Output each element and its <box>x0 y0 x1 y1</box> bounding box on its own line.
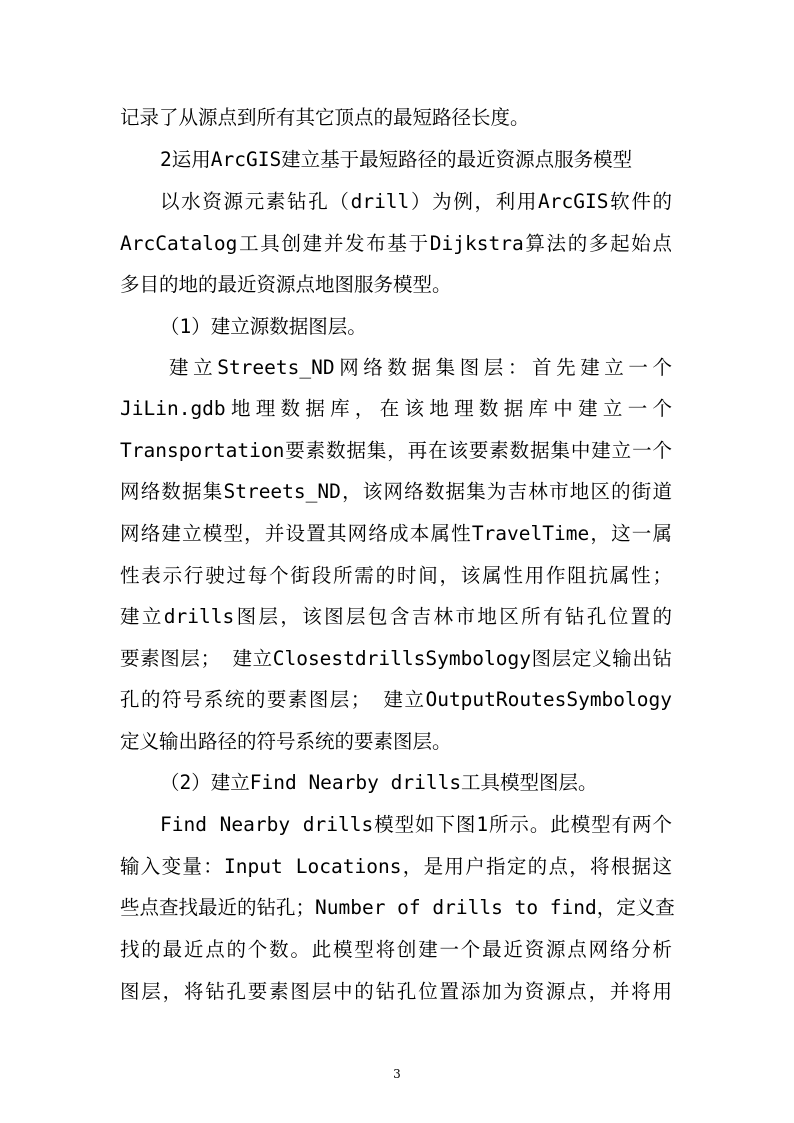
section-heading-2: 2运用ArcGIS建立基于最短路径的最近资源点服务模型 <box>160 148 633 171</box>
body-line-13: 建立drills图层，该图层包含吉林市地区所有钻孔位置的 <box>120 605 672 628</box>
body-line-21: 找的最近点的个数。此模型将创建一个最近资源点网络分析 <box>120 938 672 961</box>
body-line-18: Find Nearby drills模型如下图1所示。此模型有两个 <box>160 813 672 836</box>
body-line-5: 多目的地的最近资源点地图服务模型。 <box>120 273 452 296</box>
body-line-20: 些点查找最近的钻孔；Number of drills to find，定义查 <box>120 896 675 919</box>
body-line-10: 网络数据集Streets_ND，该网络数据集为吉林市地区的街道 <box>120 480 672 503</box>
subsection-heading-1: （1）建立源数据图层。 <box>160 315 367 338</box>
body-line-8: JiLin.gdb地理数据库，在该地理数据库中建立一个 <box>120 397 672 420</box>
body-line-4: ArcCatalog工具创建并发布基于Dijkstra算法的多起始点 <box>120 232 672 255</box>
body-line-12: 性表示行驶过每个街段所需的时间，该属性用作阻抗属性； <box>120 564 672 587</box>
body-line-7: 建立Streets_ND网络数据集图层：首先建立一个 <box>169 356 672 379</box>
body-line-19: 输入变量：Input Locations，是用户指定的点，将根据这 <box>120 855 672 878</box>
body-line-1: 记录了从源点到所有其它顶点的最短路径长度。 <box>120 106 530 129</box>
body-line-16: 定义输出路径的符号系统的要素图层。 <box>120 730 452 753</box>
body-line-11: 网络建立模型，并设置其网络成本属性TravelTime，这一属 <box>120 522 672 545</box>
body-line-3: 以水资源元素钻孔（drill）为例，利用ArcGIS软件的 <box>160 190 672 213</box>
body-line-9: Transportation要素数据集，再在该要素数据集中建立一个 <box>120 439 672 462</box>
subsection-heading-2: （2）建立Find Nearby drills工具模型图层。 <box>160 771 598 794</box>
body-line-22: 图层，将钻孔要素图层中的钻孔位置添加为资源点，并将用 <box>120 980 672 1003</box>
body-line-14: 要素图层； 建立ClosestdrillsSymbology图层定义输出钻 <box>120 647 672 670</box>
body-line-15: 孔的符号系统的要素图层； 建立OutputRoutesSymbology <box>120 688 672 711</box>
page-number: 3 <box>393 1067 401 1081</box>
